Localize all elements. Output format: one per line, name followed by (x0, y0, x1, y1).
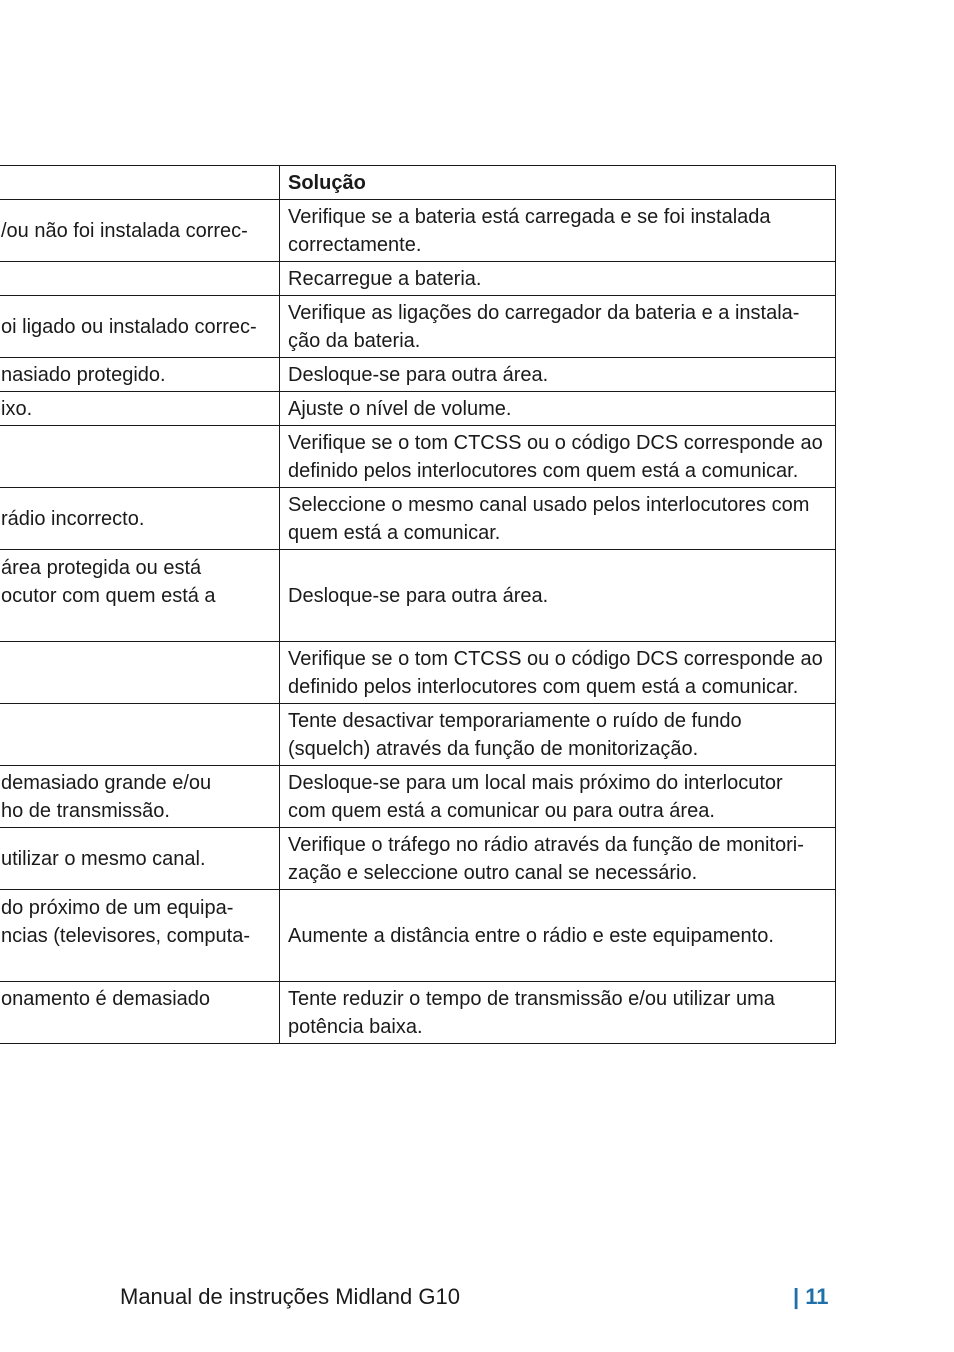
table-row (0, 296, 836, 358)
table-row (0, 392, 836, 426)
solution-text: potência baixa. (288, 1015, 423, 1038)
solution-text: zação e seleccione outro canal se necessário. (288, 861, 698, 884)
cause-text (1, 1013, 275, 1041)
table-row (0, 766, 836, 828)
cause-text (1, 721, 275, 749)
table-body (0, 200, 836, 1044)
table-header-row (0, 166, 836, 200)
solution-text: Desloque-se para outra área. (288, 363, 549, 386)
table-row (0, 828, 836, 890)
table-row (0, 262, 836, 296)
solution-cell (280, 890, 836, 982)
solution-text: Verifique se o tom CTCSS ou o código DCS corresponde ao (288, 431, 823, 454)
solution-text: Desloque-se para outra área. (288, 584, 549, 607)
cause-cell (0, 488, 280, 550)
solution-cell (280, 642, 836, 704)
cause-cell (0, 642, 280, 704)
cause-cell (0, 982, 280, 1044)
cause-text (1, 950, 275, 978)
cause-text: demasiado grande e/ou (1, 771, 212, 794)
solution-cell (280, 392, 836, 426)
footer-manual-title: Manual de instruções Midland G10 (120, 1284, 460, 1309)
cause-text (1, 443, 275, 471)
table-row (0, 704, 836, 766)
solution-cell (280, 426, 836, 488)
cause-text: oi ligado ou instalado correc- (1, 315, 257, 338)
solution-text: Verifique se a bateria está carregada e se foi instalada (288, 205, 771, 228)
cause-cell (0, 426, 280, 488)
solution-cell (280, 766, 836, 828)
cause-text (1, 265, 275, 293)
solution-cell (280, 358, 836, 392)
cause-text: ho de transmissão. (1, 799, 170, 822)
troubleshooting-table-wrap (0, 165, 836, 1044)
solution-cell (280, 828, 836, 890)
cause-text: ocutor com quem está a (1, 584, 216, 607)
solution-cell (280, 200, 836, 262)
cause-cell (0, 296, 280, 358)
table-row (0, 982, 836, 1044)
table-row (0, 426, 836, 488)
solution-text: (squelch) através da função de monitorização. (288, 737, 699, 760)
cause-text: ncias (televisores, computa- (1, 924, 250, 947)
cause-text: área protegida ou está (1, 556, 202, 579)
solution-text: Aumente a distância entre o rádio e este equipamento. (288, 924, 774, 947)
solution-cell (280, 982, 836, 1044)
cause-cell (0, 262, 280, 296)
solution-text: definido pelos interlocutores com quem está a comunicar. (288, 459, 799, 482)
solution-text: definido pelos interlocutores com quem está a comunicar. (288, 675, 799, 698)
solution-text: Recarregue a bateria. (288, 267, 482, 290)
solution-cell (280, 550, 836, 642)
solution-cell (280, 704, 836, 766)
cause-text: /ou não foi instalada correc- (1, 219, 248, 242)
solution-text: Verifique as ligações do carregador da bateria e a instala- (288, 301, 800, 324)
solution-text: Tente desactivar temporariamente o ruído de fundo (288, 709, 742, 732)
solution-cell (280, 488, 836, 550)
cause-text: ixo. (1, 397, 33, 420)
cause-cell (0, 550, 280, 642)
table-row (0, 890, 836, 982)
cause-cell (0, 392, 280, 426)
cause-cell (0, 890, 280, 982)
cause-text: do próximo de um equipa- (1, 896, 234, 919)
solution-cell (280, 262, 836, 296)
solution-text: quem está a comunicar. (288, 521, 501, 544)
header-solution: Solução (280, 166, 836, 200)
cause-cell (0, 828, 280, 890)
cause-text: onamento é demasiado (1, 987, 211, 1010)
solution-text: correctamente. (288, 233, 422, 256)
cause-cell (0, 200, 280, 262)
cause-text: rádio incorrecto. (1, 507, 145, 530)
cause-text: nasiado protegido. (1, 363, 166, 386)
solution-text: com quem está a comunicar ou para outra área. (288, 799, 715, 822)
troubleshooting-table (0, 165, 836, 1044)
solution-text: Desloque-se para um local mais próximo do interlocutor (288, 771, 783, 794)
cause-text: utilizar o mesmo canal. (1, 847, 206, 870)
table-row (0, 200, 836, 262)
solution-text: ção da bateria. (288, 329, 421, 352)
header-cause (0, 166, 280, 200)
table-row (0, 488, 836, 550)
solution-text: Seleccione o mesmo canal usado pelos interlocutores com (288, 493, 810, 516)
table-row (0, 550, 836, 642)
cause-cell (0, 358, 280, 392)
solution-text: Verifique se o tom CTCSS ou o código DCS corresponde ao (288, 647, 823, 670)
cause-text (1, 659, 275, 687)
cause-cell (0, 766, 280, 828)
solution-cell (280, 296, 836, 358)
table-row (0, 642, 836, 704)
cause-cell (0, 704, 280, 766)
solution-text: Ajuste o nível de volume. (288, 397, 512, 420)
footer-page-number: | 11 (793, 1284, 829, 1309)
cause-text (1, 610, 275, 638)
solution-text: Verifique o tráfego no rádio através da função de monitori- (288, 833, 804, 856)
table-row (0, 358, 836, 392)
solution-text: Tente reduzir o tempo de transmissão e/ou utilizar uma (288, 987, 775, 1010)
